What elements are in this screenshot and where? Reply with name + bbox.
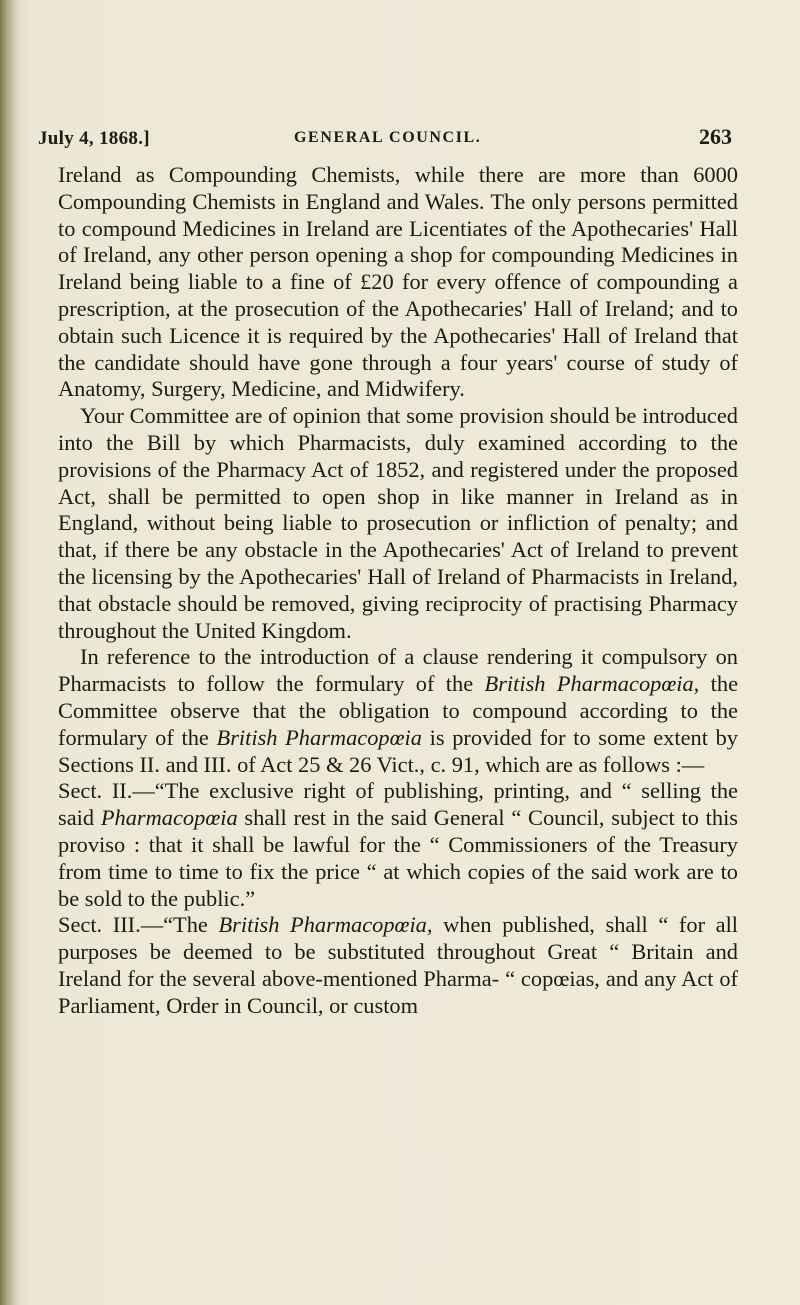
paragraph-1: Ireland as Compounding Chemists, while there are more than 6000 Compounding Chemists in England and Wales. The only persons permitted to compound Medicines in Ireland are Licentiates of the Apothecaries' Hall of Ireland, any other person opening a shop for compounding Medicines in Ireland being liable to a fine of £20 for every offence of compounding a prescription, at the prosecution of the Apothecaries' Hall of Ireland; and to obtain such Licence it is required by the Apothecaries' Hall of Ireland that the candidate should have gone through a four years' course of study of Anatomy, Surgery, Medicine, and Midwifery. bbox=[58, 162, 738, 402]
section-3-part-2: when published, shall “ for all purposes be deemed to be substituted throughout Great “ Britain and Ireland for the several above-mentioned Pharma- “ copœias, and any Act of Parliament, Order in Council, or custom bbox=[58, 912, 739, 1018]
paragraph-3-part-1: In reference to the introduction of a clause rendering it compulsory on Pharmacists to follow the formulary of the bbox=[58, 644, 738, 697]
section-3-quote bbox=[58, 912, 738, 1019]
running-header bbox=[38, 124, 732, 154]
paragraph-3 bbox=[58, 644, 738, 778]
section-2-italic-1: Pharmacopœia bbox=[100, 805, 238, 831]
section-2-quote bbox=[58, 778, 738, 912]
page-number: 263 bbox=[699, 124, 732, 149]
header-date: July 4, 1868.] bbox=[38, 128, 150, 149]
section-3-part-1: Sect. III.—“The bbox=[58, 912, 219, 938]
section-2-part-2: shall rest in the said General “ Council, subject to this proviso : that it shall be lawful for the “ Commissioners of the Treasury from time to time to fix the price “ at which copies of the said work are to be sold to the public.” bbox=[58, 805, 739, 911]
paragraph-3-italic-2: British Pharmacopœia bbox=[216, 724, 422, 750]
paragraph-3-part-3: is provided for to some extent by Sections II. and III. of Act 25 & 26 Vict., c. 91, which are as follows :— bbox=[58, 724, 738, 777]
book-spine-shadow bbox=[0, 0, 20, 1305]
paragraph-3-italic-1: British Pharmacopœia, bbox=[484, 671, 700, 697]
header-title: GENERAL COUNCIL. bbox=[294, 129, 482, 146]
body-text bbox=[58, 162, 738, 1020]
paragraph-3-part-2: the Committee observe that the obligation to compound according to the formulary of the bbox=[58, 671, 739, 750]
section-3-italic-1: British Pharmacopœia, bbox=[218, 912, 433, 938]
paragraph-2: Your Committee are of opinion that some provision should be introduced into the Bill by which Pharmacists, duly examined according to the provisions of the Pharmacy Act of 1852, and registered under the proposed Act, shall be permitted to open shop in like manner in Ireland as in England, without being liable to prosecution or infliction of penalty; and that, if there be any obstacle in the Apothecaries' Act of Ireland to prevent the licensing by the Apothecaries' Hall of Ireland of Pharmacists in Ireland, that obstacle should be removed, giving reciprocity of practising Pharmacy throughout the United Kingdom. bbox=[58, 403, 738, 643]
section-2-part-1: Sect. II.—“The exclusive right of publishing, printing, and “ selling the said bbox=[58, 778, 738, 831]
